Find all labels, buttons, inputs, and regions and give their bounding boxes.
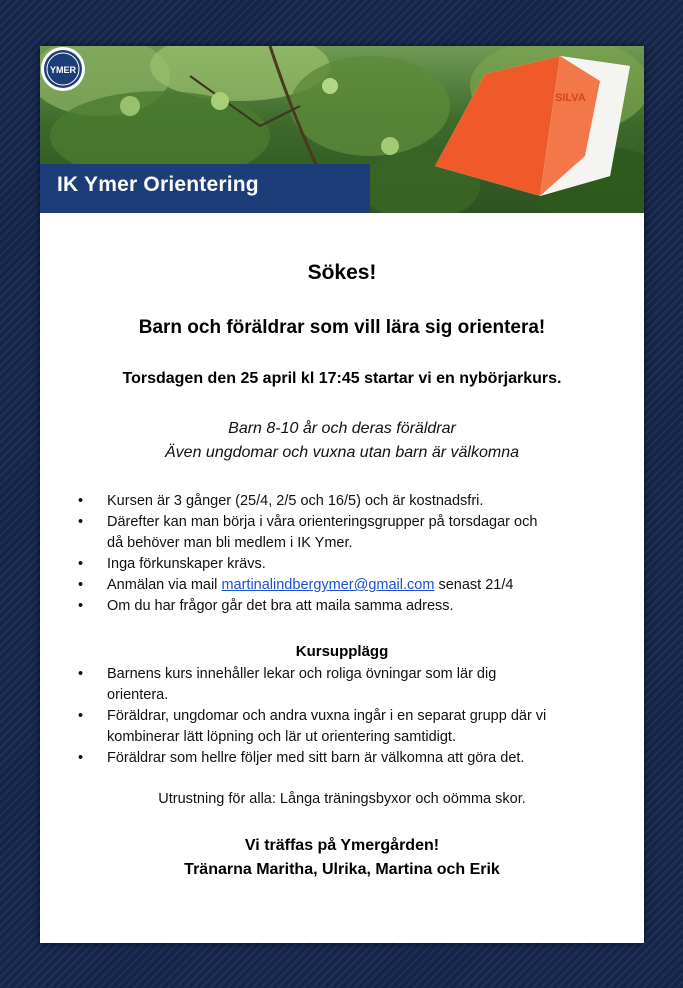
list-item <box>40 512 607 554</box>
audience-line: Även ungdomar och vuxna utan barn är välkomna <box>165 444 519 461</box>
list-item <box>40 554 607 575</box>
email-link[interactable]: martinalindbergymer@gmail.com <box>221 577 435 593</box>
course-date: Torsdagen den 25 april kl 17:45 startar vi en nybörjarkurs. <box>122 370 562 387</box>
bullet-text: senast 21/4 <box>438 577 514 593</box>
club-name: IK Ymer Orientering <box>57 173 259 196</box>
bullet-text: orientera. <box>107 687 169 703</box>
list-item <box>40 664 607 706</box>
bullet-text: Om du har frågor går det bra att maila samma adress. <box>107 598 454 614</box>
bullet-text: kombinerar lätt löpning och lär ut orientering samtidigt. <box>107 729 456 745</box>
bullet-icon: • <box>78 514 84 530</box>
bullet-icon: • <box>78 750 84 766</box>
flyer-subtitle: Barn och föräldrar som vill lära sig orientera! <box>138 317 546 338</box>
bullet-icon: • <box>78 708 84 724</box>
bullet-text: Anmälan via mail <box>107 577 218 593</box>
bullet-icon: • <box>78 493 84 509</box>
list-item <box>40 575 607 596</box>
bullet-text: Kursen är 3 gånger (25/4, 2/5 och 16/5) och är kostnadsfri. <box>107 493 484 509</box>
club-logo-text: YMER <box>49 65 77 75</box>
bullet-text: Föräldrar som hellre följer med sitt barn är välkomna att göra det. <box>107 750 525 766</box>
info-bullet-list <box>40 491 607 617</box>
list-item <box>40 491 607 512</box>
flag-brand-label: SILVA <box>555 92 586 104</box>
bullet-text: Inga förkunskaper krävs. <box>107 556 266 572</box>
flyer-page <box>40 46 644 943</box>
bullet-icon: • <box>78 577 84 593</box>
header-banner <box>40 46 644 213</box>
bullet-text: Därefter kan man börja i våra orienteringsgrupper på torsdagar och <box>107 514 538 530</box>
flyer-title: Sökes! <box>307 261 377 284</box>
list-item <box>40 748 607 769</box>
section-heading: Kursupplägg <box>295 643 389 660</box>
bullet-text: då behöver man bli medlem i IK Ymer. <box>107 535 353 551</box>
bullet-text: Föräldrar, ungdomar och andra vuxna ingår i en separat grupp där vi <box>107 708 547 724</box>
club-logo-icon <box>40 46 86 92</box>
bullet-icon: • <box>78 556 84 572</box>
meeting-place: Vi träffas på Ymergården! <box>244 837 440 854</box>
bullet-icon: • <box>78 598 84 614</box>
trainers-line: Tränarna Maritha, Ulrika, Martina och Erik <box>184 861 500 878</box>
list-item <box>40 706 607 748</box>
bullet-icon: • <box>78 666 84 682</box>
equipment-note: Utrustning för alla: Långa träningsbyxor och oömma skor. <box>158 791 526 807</box>
audience-line: Barn 8-10 år och deras föräldrar <box>228 420 456 437</box>
bullet-text: Barnens kurs innehåller lekar och roliga övningar som lär dig <box>107 666 497 682</box>
course-bullet-list <box>40 664 607 769</box>
list-item <box>40 596 607 617</box>
